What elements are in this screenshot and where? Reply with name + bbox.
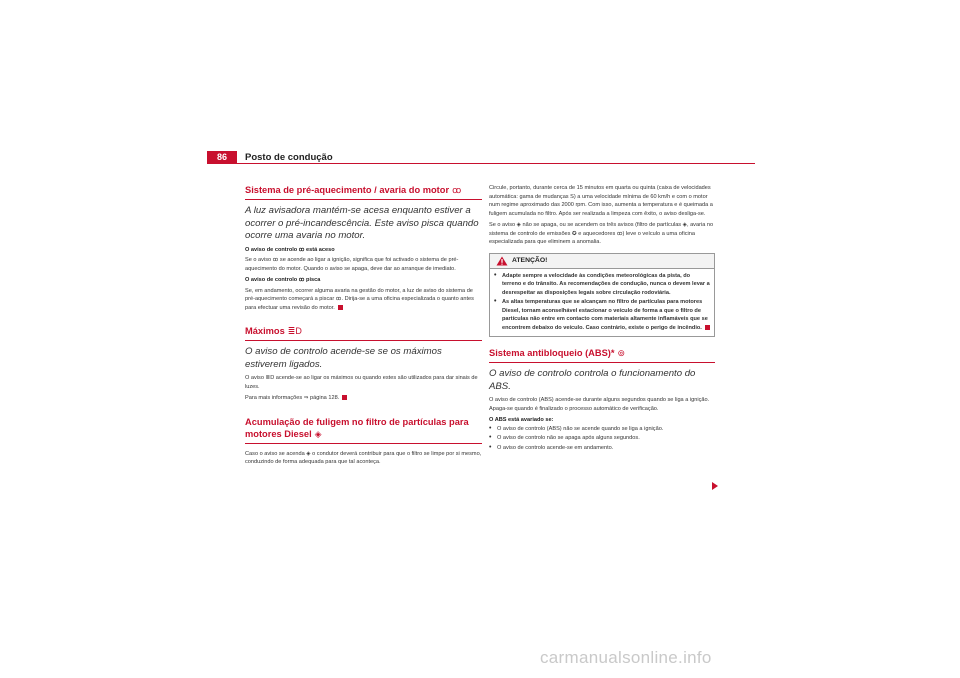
subheading: O aviso de controlo ꝏ pisca — [245, 277, 321, 283]
warning-title: ATENÇÃO! — [512, 256, 548, 264]
section-title-text: Sistema de pré-aquecimento / avaria do motor — [245, 185, 450, 195]
section-lead: A luz avisadora mantém-se acesa enquanto estiver a ocorrer o pré-incandescência. Este aviso pisca quando ocorre uma avaria no motor. — [245, 205, 479, 241]
section-title-abs — [489, 347, 715, 363]
high-beam-icon: ≣D — [287, 326, 302, 336]
section-title-text: Sistema antibloqueio (ABS)* — [489, 348, 615, 358]
glow-plug-icon: ꝏ — [452, 185, 462, 195]
section-lead: O aviso de controlo acende-se se os máximos estiverem ligados. — [245, 346, 442, 370]
warning-list — [494, 272, 710, 333]
warning-item — [494, 298, 710, 332]
warning-header — [490, 254, 714, 269]
page-header-title: Posto de condução — [245, 152, 333, 163]
page-number: 86 — [207, 151, 237, 164]
warning-item: • Adapte sempre a velocidade às condições meteorológicas da pista, do terreno e do trânsito. As recomendações de condução, nunca o devem levar a desrespeitar as disposições legais sobre circulação rodoviária. — [494, 272, 710, 298]
warning-body — [490, 269, 714, 337]
warning-item-text: As altas temperaturas que se alcançam no filtro de partículas para motores Diesel, tornam aconselhável estacionar o veículo de forma a que o filtro de partículas não entre em contacto com materiais altamente inflamáveis que se encontrem debaixo do veículo. Caso contrário, existe o perigo de incêndio. — [502, 299, 708, 331]
paragraph — [245, 394, 482, 403]
list-item: • O aviso de controlo não se apaga após alguns segundos. — [489, 434, 715, 443]
paragraph: Circule, portanto, durante cerca de 15 minutos em quarta ou quinta (caixa de velocidades automática: gama de mudanças S) a uma velocidade mínima de 60 km/h e com o motor num regime aproximado das 2000 rpm. Com isso, aumenta a temperatura e é queimada a fuligem acumulada no filtro. Após ser realizada a limpeza com êxito, o aviso desliga-se. — [489, 185, 713, 217]
left-column — [245, 184, 482, 470]
abs-icon: ⊚ — [617, 348, 626, 358]
section-title-particle-filter — [245, 416, 482, 444]
section-title-preheating — [245, 184, 482, 200]
warning-box — [489, 253, 715, 338]
section-lead: O aviso de controlo controla o funcionamento do ABS. — [489, 368, 696, 392]
paragraph-text: Se, em andamento, ocorrer alguma avaria na gestão do motor, a luz de aviso do sistema de pré-aquecimento começará a piscar ꝏ. Dirija-se a uma oficina especializada o quanto antes para efectuar uma revisão do motor. — [245, 287, 474, 311]
end-marker — [342, 395, 347, 400]
subheading: O aviso de controlo ꝏ está aceso — [245, 246, 335, 253]
right-column — [489, 184, 715, 453]
end-marker — [705, 325, 710, 330]
paragraph: Caso o aviso se acenda ◈ o condutor deverá contribuir para que o filtro se limpe por si mesmo, conduzindo de forma adequada para que tal aconteça. — [245, 450, 482, 465]
next-page-arrow-icon[interactable] — [712, 482, 718, 490]
page-reference[interactable]: Para mais informações ⇒ página 128. — [245, 395, 340, 401]
abs-fault-list — [489, 425, 715, 453]
subheading: O ABS está avariado se: — [489, 417, 554, 423]
section-title-high-beam — [245, 325, 482, 341]
list-item: • O aviso de controlo (ABS) não se acende quando se liga a ignição. — [489, 425, 715, 434]
paragraph — [245, 287, 482, 313]
particle-filter-icon: ◈ — [314, 428, 322, 439]
paragraph: Se o aviso ◈ não se apaga, ou se acendem os três avisos (filtro de partículas ◈, avaria no sistema de controlo de emissões ✪ e aquecedores ꝏ) leve o veículo a uma oficina especializada para que eliminem a anomalia. — [489, 222, 714, 245]
paragraph: Se o aviso ꝏ se acende ao ligar a ignição, significa que foi activado o sistema de pré-aquecimento do motor. Quando o aviso se apaga, deve dar ao arranque de imediato. — [245, 257, 459, 272]
watermark: carmanualsonline.info — [540, 648, 712, 667]
paragraph: O aviso de controlo (ABS) acende-se durante alguns segundos quando se liga a ignição. Apaga-se quando é finalizado o processo automático de verificação. — [489, 397, 710, 412]
paragraph: O aviso ≣D acende-se ao ligar os máximos ou quando estes são utilizados para dar sinais de luzes. — [245, 375, 478, 390]
end-marker — [338, 305, 343, 310]
warning-triangle-icon — [496, 256, 508, 266]
list-item: • O aviso de controlo acende-se em andamento. — [489, 444, 715, 453]
section-title-text: Acumulação de fuligem no filtro de partículas para motores Diesel — [245, 416, 469, 439]
section-title-text: Máximos — [245, 326, 285, 336]
header-rule — [237, 163, 755, 164]
